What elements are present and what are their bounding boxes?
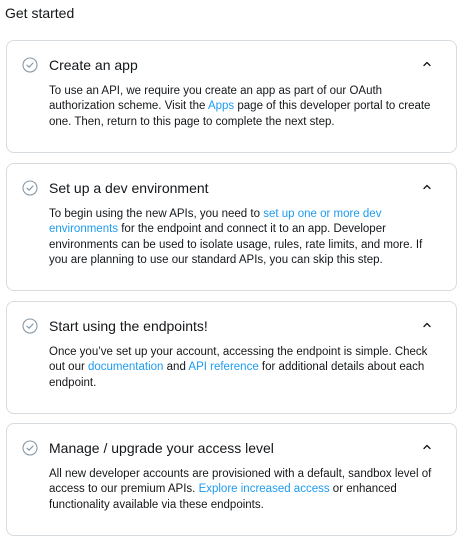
card-header-start-using-endpoints[interactable] xyxy=(7,316,456,336)
chevron-up-icon[interactable] xyxy=(422,183,432,190)
card-header-manage-access-level[interactable] xyxy=(7,438,456,458)
card-description xyxy=(49,207,442,269)
card-header-set-up-dev-environment[interactable] xyxy=(7,178,456,198)
card-title: Start using the endpoints! xyxy=(49,318,208,334)
chevron-up-icon[interactable] xyxy=(422,443,432,450)
card-description xyxy=(49,467,442,513)
documentation-link[interactable]: documentation xyxy=(88,361,164,374)
card-create-an-app xyxy=(6,40,457,153)
card-title: Create an app xyxy=(49,57,138,73)
card-header-create-an-app[interactable] xyxy=(7,55,456,75)
text: All new developer accounts are provisioned with a default, sandbox level of access to our premium APIs. xyxy=(49,468,432,496)
api-reference-link[interactable]: API reference xyxy=(188,361,259,374)
text: page of this developer portal to create one. Then, return to this page to complete the next step. xyxy=(49,100,431,128)
check-circle-icon xyxy=(22,57,38,73)
card-manage-access-level xyxy=(6,423,457,536)
text: for additional details about each endpoint. xyxy=(49,361,425,389)
check-circle-icon xyxy=(22,180,38,196)
card-description xyxy=(49,345,442,391)
card-set-up-dev-environment xyxy=(6,163,457,291)
card-description xyxy=(49,84,442,130)
page-title: Get started xyxy=(5,5,75,21)
text: for the endpoint and connect it to an app. Developer environments can be used to isolate usage, rules, rate limits, and more. If you are planning to use our standard APIs, you can skip this step. xyxy=(49,223,423,267)
check-circle-icon xyxy=(22,318,38,334)
check-circle-icon xyxy=(22,440,38,456)
card-start-using-endpoints xyxy=(6,301,457,414)
text: Once you’ve set up your account, accessing the endpoint is simple. Check out our xyxy=(49,346,428,374)
apps-link[interactable]: Apps xyxy=(207,100,235,113)
chevron-up-icon[interactable] xyxy=(422,321,432,328)
card-title: Set up a dev environment xyxy=(49,180,209,196)
dev-environments-link[interactable]: set up one or more dev environments xyxy=(49,208,382,236)
text: To use an API, we require you create an app as part of our OAuth authorization scheme. Visit the xyxy=(49,85,383,113)
card-title: Manage / upgrade your access level xyxy=(49,440,274,456)
text: and xyxy=(163,361,189,374)
text: To begin using the new APIs, you need to xyxy=(49,208,264,220)
explore-increased-access-link[interactable]: Explore increased access xyxy=(198,483,330,496)
text: or enhanced functionality available via these endpoints. xyxy=(49,483,397,511)
chevron-up-icon[interactable] xyxy=(422,60,432,67)
